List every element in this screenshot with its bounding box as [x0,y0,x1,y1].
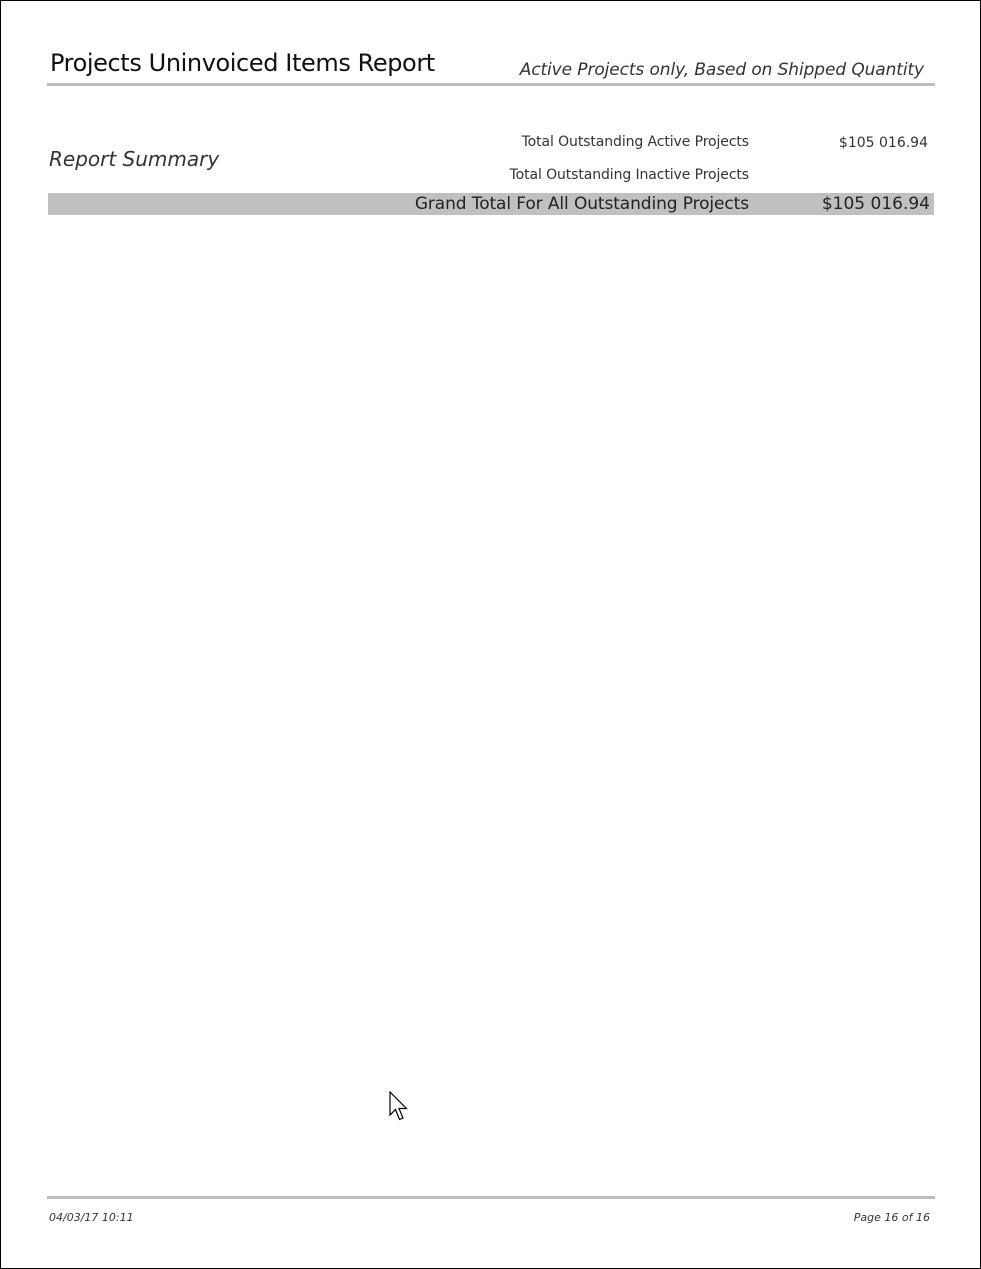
summary-heading: Report Summary [49,147,220,171]
footer-divider [47,1196,935,1199]
header-divider [47,83,935,86]
inactive-projects-label: Total Outstanding Inactive Projects [509,167,749,183]
active-projects-label: Total Outstanding Active Projects [521,134,749,150]
report-subtitle: Active Projects only, Based on Shipped Quantity [519,60,924,80]
footer-page-number: Page 16 of 16 [853,1211,930,1224]
grand-total-label: Grand Total For All Outstanding Projects [414,194,749,214]
footer-print-date: 04/03/17 10:11 [49,1211,134,1224]
grand-total-row [48,193,934,215]
active-projects-value: $105 016.94 [838,135,928,151]
mouse-pointer-icon [389,1091,409,1123]
report-title: Projects Uninvoiced Items Report [50,49,435,77]
grand-total-value: $105 016.94 [821,194,930,214]
